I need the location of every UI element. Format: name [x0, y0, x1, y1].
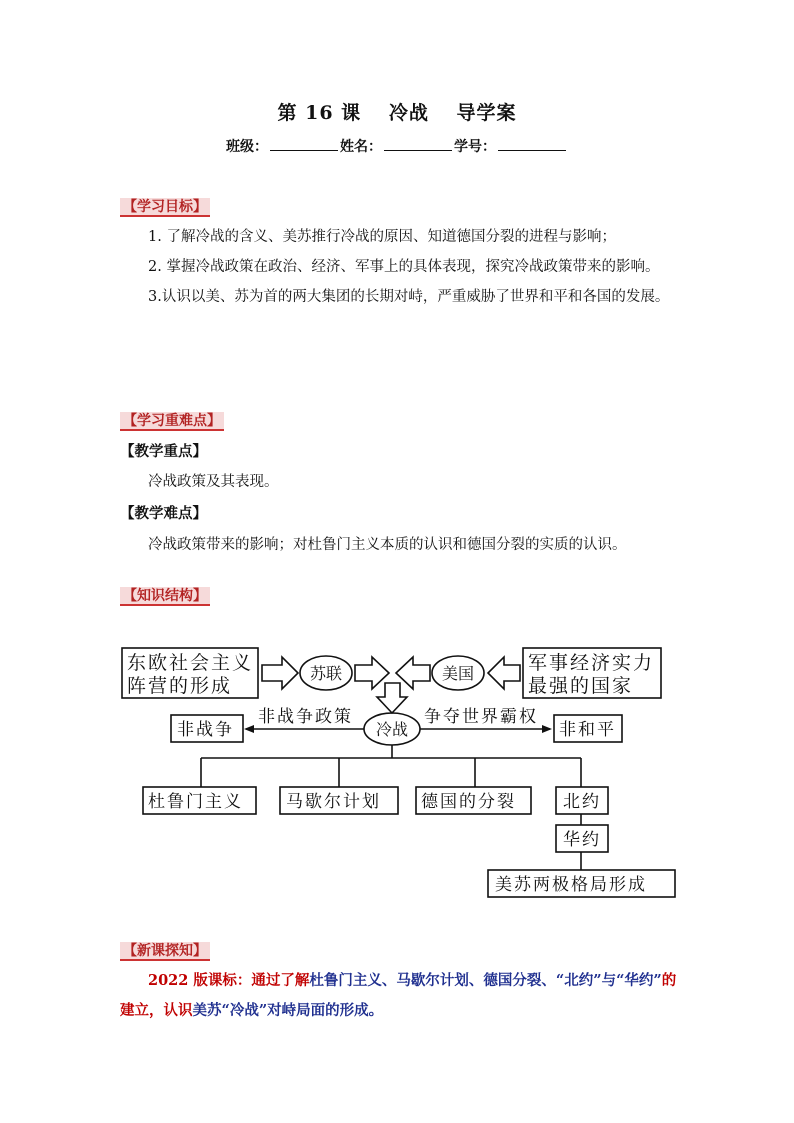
usa-label: 美国 — [441, 664, 475, 683]
doc-type: 导学案 — [456, 102, 517, 124]
arrow-to-ussr — [262, 657, 298, 689]
strongest-line1: 军事经济实力 — [528, 652, 655, 674]
standard-label: 2022 版课标： — [148, 972, 252, 989]
non-war-policy-label: 非战争政策 — [258, 707, 353, 727]
difficulties-tag: 【学习重难点】 — [120, 412, 224, 431]
east-europe-line2: 阵营的形成 — [127, 675, 233, 697]
goal-item: 2. 掌握冷战政策在政治、经济、军事上的具体表现，探究冷战政策带来的影响。 — [148, 259, 660, 275]
standard-text-1: 通过了解 — [251, 972, 310, 989]
hard-points-text: 冷战政策带来的影响；对杜鲁门主义本质的认识和德国分裂的实质的认识。 — [148, 537, 627, 553]
standard-text-2: 杜鲁门主义、马歇尔计划、德国分裂、“北约”与“华约” — [309, 972, 662, 989]
nato-label: 北约 — [563, 792, 601, 812]
marshall-label: 马歇尔计划 — [286, 792, 381, 812]
germany-label: 德国的分裂 — [421, 792, 516, 812]
arrow-usa-to-center — [396, 657, 430, 689]
curriculum-standard — [120, 966, 680, 1026]
arrow-down-to-coldwar — [377, 683, 407, 713]
ussr-label: 苏联 — [309, 664, 343, 683]
warsaw-label: 华约 — [563, 830, 601, 850]
key-points-text: 冷战政策及其表现。 — [148, 474, 279, 490]
standard-text-3: 的建立， — [120, 972, 677, 1019]
hegemony-label: 争夺世界霸权 — [424, 707, 538, 727]
lesson-number: 第 16 课 — [277, 102, 362, 124]
standard-text-5: 美苏“冷战”对峙局面的形成。 — [192, 1002, 384, 1019]
arrow-to-usa — [488, 657, 520, 689]
east-europe-line1: 东欧社会主义 — [127, 652, 254, 674]
hard-points-label: 【教学难点】 — [120, 505, 207, 522]
truman-label: 杜鲁门主义 — [148, 792, 243, 812]
standard-text-4: 认识 — [163, 1002, 193, 1019]
arrow-ussr-to-center — [355, 657, 389, 689]
key-points-label: 【教学重点】 — [120, 443, 207, 460]
new-lesson-tag: 【新课探知】 — [120, 942, 210, 961]
strongest-line2: 最强的国家 — [528, 675, 634, 697]
goals-tag: 【学习目标】 — [120, 198, 210, 217]
coldwar-label: 冷战 — [375, 720, 409, 739]
goal-item: 3.认识以美、苏为首的两大集团的长期对峙，严重威胁了世界和平和各国的发展。 — [148, 289, 670, 305]
goal-item: 1. 了解冷战的含义、美苏推行冷战的原因、知道德国分裂的进程与影响； — [148, 229, 616, 245]
arrowhead-right — [542, 725, 552, 733]
structure-tag: 【知识结构】 — [120, 587, 210, 606]
non-war-label: 非战争 — [177, 720, 234, 740]
lesson-topic: 冷战 — [388, 102, 429, 124]
class-label: 班级： — [226, 139, 268, 155]
non-peace-label: 非和平 — [559, 720, 616, 740]
id-label: 学号： — [454, 139, 496, 155]
bipolar-label: 美苏两极格局形成 — [495, 875, 647, 895]
name-label: 姓名： — [340, 139, 382, 155]
arrowhead-left — [244, 725, 254, 733]
